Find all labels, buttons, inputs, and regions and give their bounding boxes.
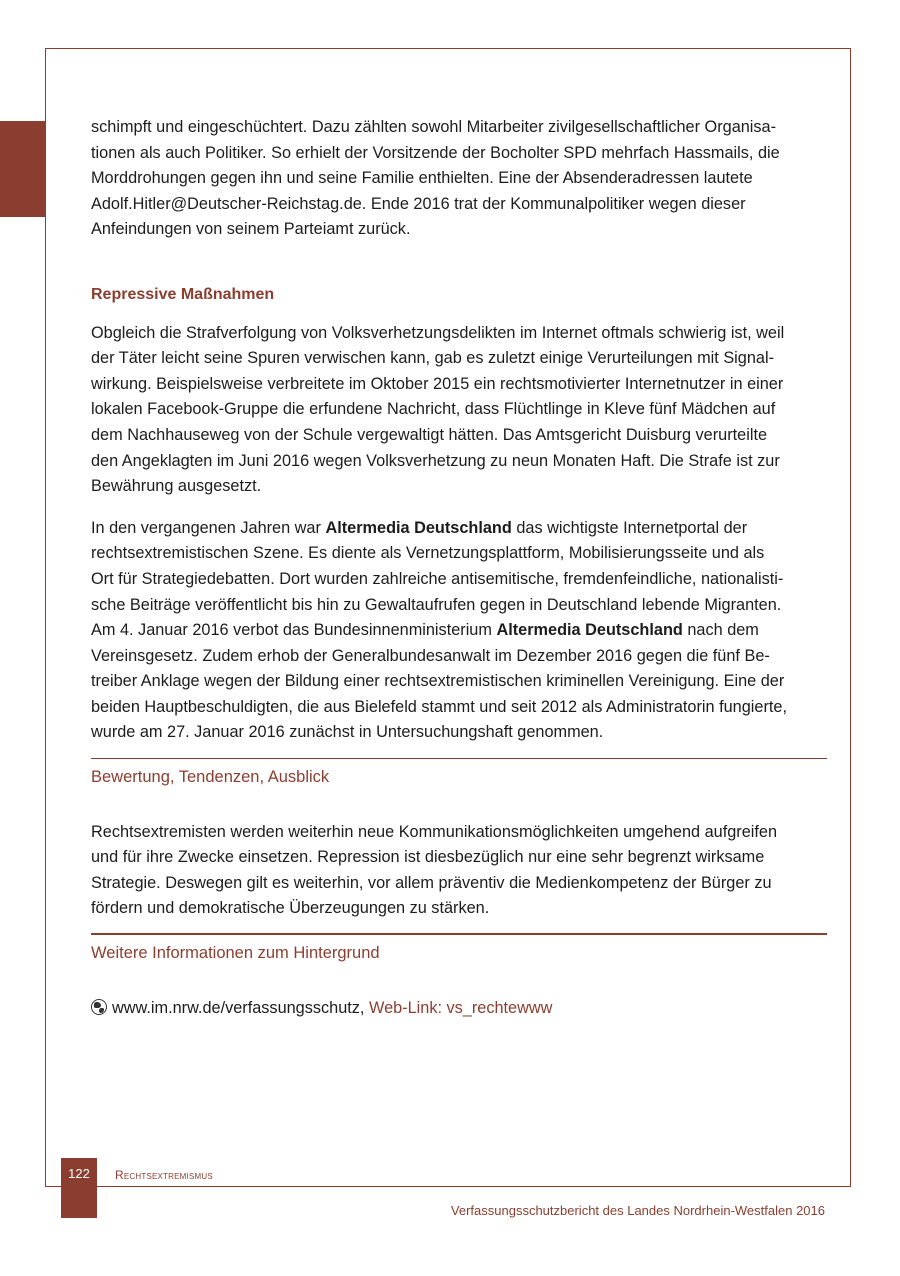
main-content xyxy=(91,115,827,1021)
paragraph-altermedia xyxy=(91,516,827,746)
page-number: 122 xyxy=(68,1166,90,1181)
divider xyxy=(91,933,827,935)
text-line: Vereinsgesetz. Zudem erhob der Generalbundesanwalt im Dezember 2016 gegen die fünf Be- xyxy=(91,646,770,665)
text-line: wirkung. Beispielsweise verbreitete im Oktober 2015 ein rechtsmotivierter Internetnutzer in einer xyxy=(91,374,784,393)
bold-term: Altermedia Deutschland xyxy=(325,518,512,537)
text-line: Anfeindungen von seinem Parteiamt zurück. xyxy=(91,220,411,239)
paragraph-intro xyxy=(91,115,827,243)
text-line: Strategie. Deswegen gilt es weiterhin, vor allem präventiv die Medienkompetenz der Bürger zu xyxy=(91,873,772,892)
text-line: Rechtsextremisten werden weiterhin neue Kommunikationsmöglichkeiten umgehend aufgreifen xyxy=(91,822,777,841)
text-line: den Angeklagten im Juni 2016 wegen Volksverhetzung zu neun Monaten Haft. Die Strafe ist zur xyxy=(91,451,780,470)
divider xyxy=(91,758,827,759)
footer-publication: Verfassungsschutzbericht des Landes Nordrhein-Westfalen 2016 xyxy=(450,1203,825,1218)
url-text[interactable]: www.im.nrw.de/verfassungsschutz, xyxy=(112,998,365,1017)
side-tab-marker xyxy=(0,121,45,217)
paragraph-bewertung xyxy=(91,820,827,922)
text-line: und für ihre Zwecke einsetzen. Repression ist diesbezüglich nur eine sehr begrenzt wirksame xyxy=(91,848,765,867)
text-line: treiber Anklage wegen der Bildung einer rechtsextremistischen kriminellen Vereinigung. Eine der xyxy=(91,672,785,691)
text-line: schimpft und eingeschüchtert. Dazu zählten sowohl Mitarbeiter zivilgesellschaftlicher Organisa- xyxy=(91,118,777,136)
text-line: tionen als auch Politiker. So erhielt der Vorsitzende der Bocholter SPD mehrfach Hassmails, die xyxy=(91,143,780,162)
text-line: der Täter leicht seine Spuren verwischen kann, gab es zuletzt einige Verurteilungen mit Signal- xyxy=(91,349,774,368)
text-line: Morddrohungen gegen ihn und seine Familie enthielten. Eine der Absenderadressen lautete xyxy=(91,169,753,188)
text-line: Bewährung ausgesetzt. xyxy=(91,477,262,496)
text-segment: In den vergangenen Jahren war xyxy=(91,518,326,537)
text-line: beiden Hauptbeschuldigten, die aus Bielefeld stammt und seit 2012 als Administratorin fungierte, xyxy=(91,697,787,716)
links-line xyxy=(91,996,827,1022)
globe-icon xyxy=(91,999,107,1015)
text-line: Ort für Strategiedebatten. Dort wurden zahlreiche antisemitische, fremdenfeindliche, nationalisti- xyxy=(91,569,784,588)
heading-bewertung: Bewertung, Tendenzen, Ausblick xyxy=(91,768,330,787)
text-line: wurde am 27. Januar 2016 zunächst in Untersuchungshaft genommen. xyxy=(91,723,604,742)
text-line: lokalen Facebook-Gruppe die erfundene Nachricht, dass Flüchtlinge in Kleve fünf Mädchen auf xyxy=(91,400,776,419)
heading-weitere-informationen: Weitere Informationen zum Hintergrund xyxy=(91,944,380,963)
running-head-section: Rechtsextremismus xyxy=(115,1168,213,1182)
text-line: Adolf.Hitler@Deutscher-Reichstag.de. Ende 2016 trat der Kommunalpolitiker wegen dieser xyxy=(91,194,746,213)
text-line: sche Beiträge veröffentlicht bis hin zu Gewaltaufrufen gegen in Deutschland lebende Migranten. xyxy=(91,595,782,614)
text-segment: das wichtigste Internetportal der xyxy=(511,518,748,537)
paragraph-strafverfolgung xyxy=(91,321,827,500)
text-line: Obgleich die Strafverfolgung von Volksverhetzungsdelikten im Internet oftmals schwierig ist, weil xyxy=(91,323,785,342)
heading-repressive-massnahmen: Repressive Maßnahmen xyxy=(91,285,275,303)
text-segment: Am 4. Januar 2016 verbot das Bundesinnenministerium xyxy=(91,621,497,640)
bold-term: Altermedia Deutschland xyxy=(496,621,683,640)
text-line: dem Nachhauseweg von der Schule vergewaltigt hätten. Das Amtsgericht Duisburg verurteilte xyxy=(91,425,768,444)
text-line: rechtsextremistischen Szene. Es diente als Vernetzungsplattform, Mobilisierungsseite und als xyxy=(91,544,765,563)
text-line: fördern und demokratische Überzeugungen zu stärken. xyxy=(91,899,490,918)
web-link[interactable]: Web-Link: vs_rechtewww xyxy=(369,998,553,1017)
text-segment: nach dem xyxy=(682,621,759,640)
